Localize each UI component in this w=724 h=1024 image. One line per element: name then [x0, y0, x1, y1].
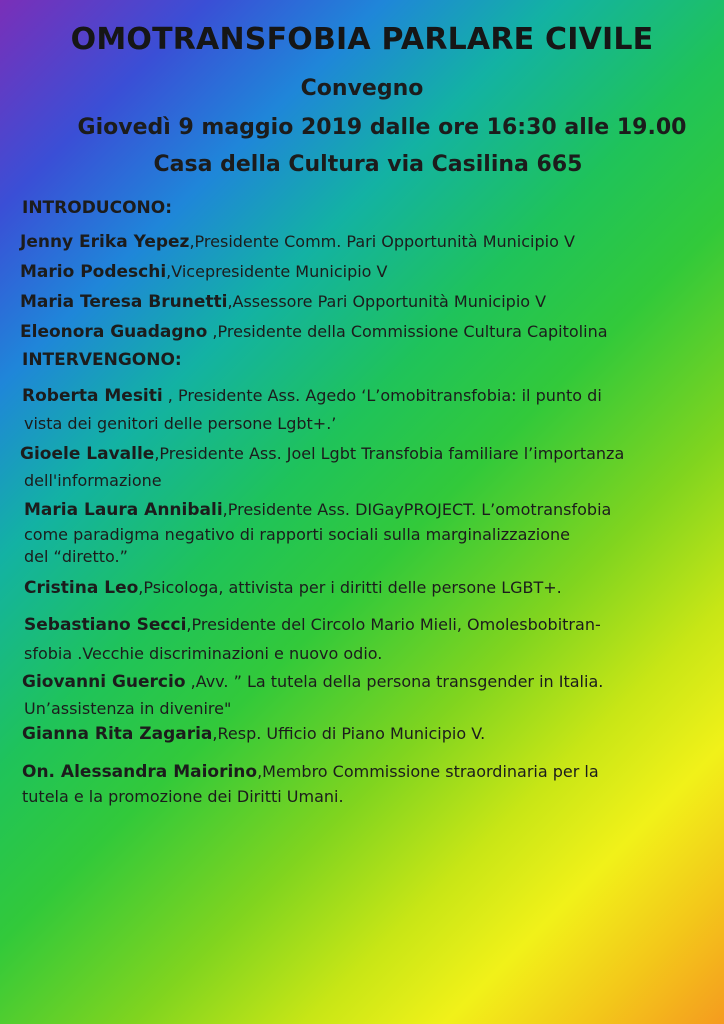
speaker-entry [20, 231, 575, 253]
speaker-role-continued: sfobia .Vecchie discriminazioni e nuovo odio. [24, 644, 383, 663]
event-date: Giovedì 9 maggio 2019 dalle ore 16:30 alle 19.00 [77, 115, 687, 140]
event-place: Casa della Cultura via Casilina 665 [153, 152, 583, 177]
speaker-role: ,Assessore Pari Opportunità Municipio V [227, 292, 547, 311]
speaker-name: Sebastiano Secci [24, 615, 187, 635]
speaker-role: ,Presidente Ass. DIGayPROJECT. L’omotransfobia [222, 500, 612, 519]
speaker-role-continued: vista dei genitori delle persone Lgbt+.’ [24, 414, 337, 433]
speaker-name: Gioele Lavalle [20, 444, 155, 464]
event-type: Convegno [300, 76, 424, 101]
speaker-role-continued: Un’assistenza in divenire" [24, 699, 232, 718]
speaker-entry [22, 761, 599, 783]
speaker-entry [22, 671, 603, 693]
speaker-entry [22, 385, 602, 407]
speaker-name: Gianna Rita Zagaria [22, 724, 213, 744]
speaker-entry [24, 499, 611, 521]
speaker-role: ,Vicepresidente Municipio V [166, 262, 388, 281]
speaker-role-continued: come paradigma negativo di rapporti sociali sulla marginalizzazione [24, 525, 570, 544]
speaker-name: Mario Podeschi [20, 262, 167, 282]
speaker-role: ,Psicologa, attivista per i diritti delle persone LGBT+. [138, 578, 562, 597]
speaker-entry [20, 321, 608, 343]
intervengono-heading: INTERVENGONO: [22, 350, 182, 370]
speaker-role: ,Resp. Ufficio di Piano Municipio V. [212, 724, 486, 743]
speaker-name: Cristina Leo [24, 578, 139, 598]
speaker-name: Giovanni Guercio [22, 672, 186, 692]
speaker-name: Maria Laura Annibali [24, 500, 223, 520]
speaker-role: ,Presidente Ass. Joel Lgbt Transfobia familiare l’importanza [154, 444, 625, 463]
speaker-entry [20, 261, 387, 283]
speaker-name: Eleonora Guadagno [20, 322, 208, 342]
speaker-role: ,Presidente della Commissione Cultura Capitolina [207, 322, 608, 341]
speaker-role: ,Presidente del Circolo Mario Mieli, Omolesbobitran- [186, 615, 601, 634]
speaker-entry [20, 291, 546, 313]
speaker-role: ,Membro Commissione straordinaria per la [257, 762, 599, 781]
speaker-name: Maria Teresa Brunetti [20, 292, 228, 312]
speaker-entry [20, 443, 624, 465]
introducono-heading: INTRODUCONO: [22, 198, 173, 218]
speaker-name: Jenny Erika Yepez [20, 232, 190, 252]
speaker-role-continued: tutela e la promozione dei Diritti Umani. [22, 787, 344, 806]
page-title: OMOTRANSFOBIA PARLARE CIVILE [70, 22, 654, 57]
speaker-role-continued: del “diretto.” [24, 547, 128, 566]
speaker-entry [24, 577, 562, 599]
speaker-role: ,Avv. ” La tutela della persona transgender in Italia. [185, 672, 604, 691]
speaker-name: Roberta Mesiti [22, 386, 163, 406]
speaker-name: On. Alessandra Maiorino [22, 762, 258, 782]
speaker-role: , Presidente Ass. Agedo ‘L’omobitransfobia: il punto di [162, 386, 602, 405]
speaker-role: ,Presidente Comm. Pari Opportunità Municipio V [189, 232, 575, 251]
speaker-entry [24, 614, 601, 636]
speaker-entry [22, 723, 485, 745]
speaker-role-continued: dell'informazione [24, 471, 162, 490]
